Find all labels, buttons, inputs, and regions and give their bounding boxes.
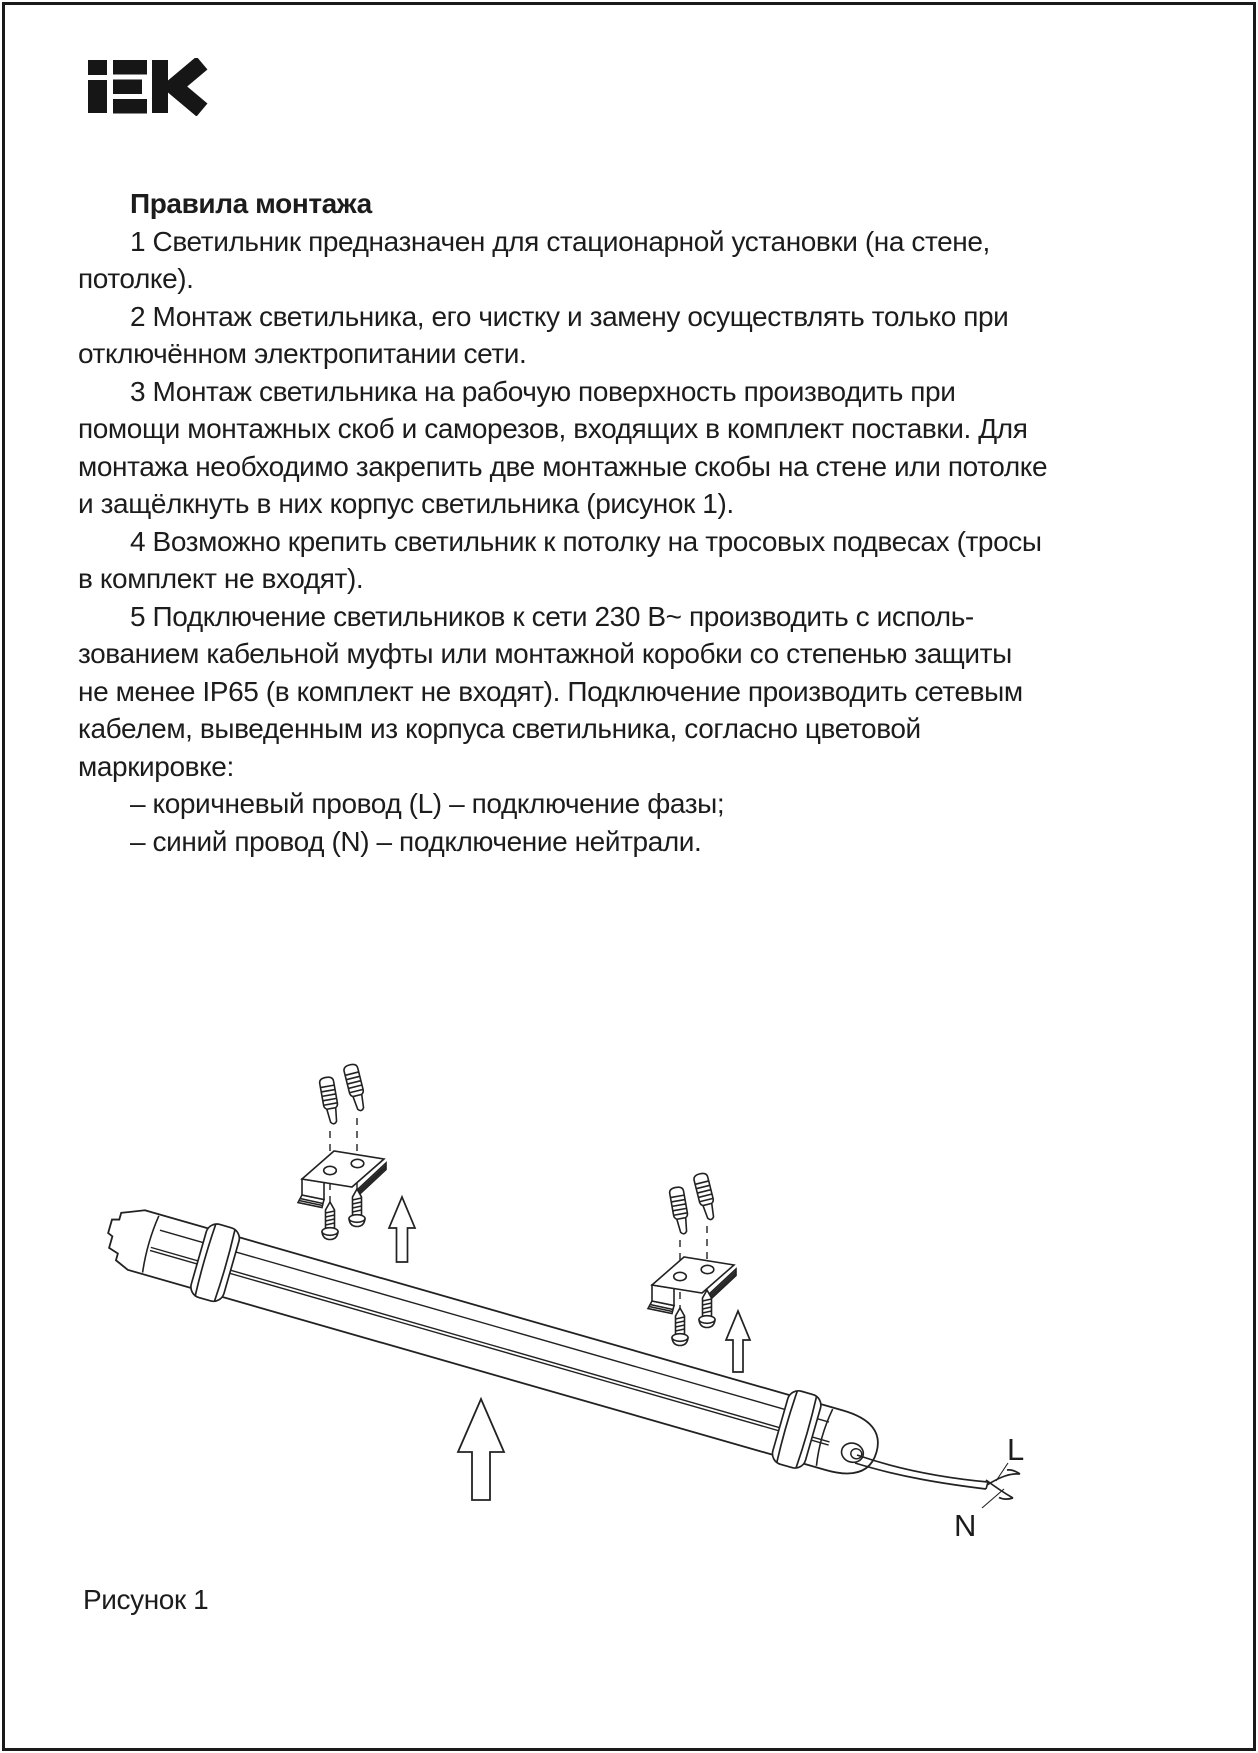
screw: [349, 1189, 365, 1227]
body-text-line: 2 Монтаж светильника, его чистку и замену осуществлять только при: [130, 300, 1009, 332]
wire-neutral: [986, 1480, 1013, 1499]
wall-anchor: [693, 1172, 718, 1221]
wall-anchor: [343, 1063, 368, 1112]
mounting-bracket: [648, 1257, 736, 1314]
body-text-line: 5 Подключение светильников к сети 230 В~ производить с исполь-: [130, 600, 974, 632]
mounting-bracket: [298, 1151, 386, 1208]
mounting-group-left: [298, 1063, 415, 1262]
body-text-line: потолке).: [78, 263, 194, 294]
up-arrow: [389, 1197, 415, 1262]
wall-anchor: [319, 1076, 341, 1125]
wire-phase: [987, 1470, 1020, 1485]
body-text-line: маркировке:: [78, 750, 234, 782]
body-text-line: – коричневый провод (L) – подключение фазы;: [130, 788, 725, 819]
body-text-line: отключённом электропитании сети.: [78, 338, 527, 369]
screw: [322, 1202, 338, 1240]
body-text-line: зованием кабельной муфты или монтажной коробки со степенью защиты: [78, 638, 1012, 669]
section-title: Правила монтажа: [130, 188, 372, 219]
body-text-line: 3 Монтаж светильника на рабочую поверхность производить при: [130, 375, 956, 407]
up-arrow: [726, 1311, 750, 1372]
mounting-group-right: [648, 1172, 750, 1372]
body-text-line: в комплект не входят).: [78, 563, 364, 594]
body-text-line: 4 Возможно крепить светильник к потолку на тросовых подвесах (тросы: [130, 525, 1042, 557]
figure-caption: Рисунок 1: [83, 1584, 209, 1615]
up-arrow-main: [458, 1399, 504, 1500]
screw: [672, 1308, 688, 1346]
body-text-line: 1 Светильник предназначен для стационарной установки (на стене,: [130, 225, 990, 257]
power-cable: [855, 1455, 1020, 1508]
wall-anchor: [669, 1186, 691, 1235]
label-phase: L: [1007, 1432, 1025, 1467]
body-text-line: не менее IP65 (в комплект не входят). Подключение производить сетевым: [78, 675, 1023, 707]
body-text-line: кабелем, выведенным из корпуса светильника, согласно цветовой: [78, 713, 921, 744]
body-text-line: и защёлкнуть в них корпус светильника (рисунок 1).: [78, 488, 734, 519]
label-neutral: N: [954, 1508, 977, 1543]
body-text-line: помощи монтажных скоб и саморезов, входящих в комплект поставки. Для: [78, 413, 1028, 444]
body-text-line: – синий провод (N) – подключение нейтрали.: [130, 825, 702, 857]
body-text-line: монтажа необходимо закрепить две монтажные скобы на стене или потолке: [78, 450, 1048, 482]
